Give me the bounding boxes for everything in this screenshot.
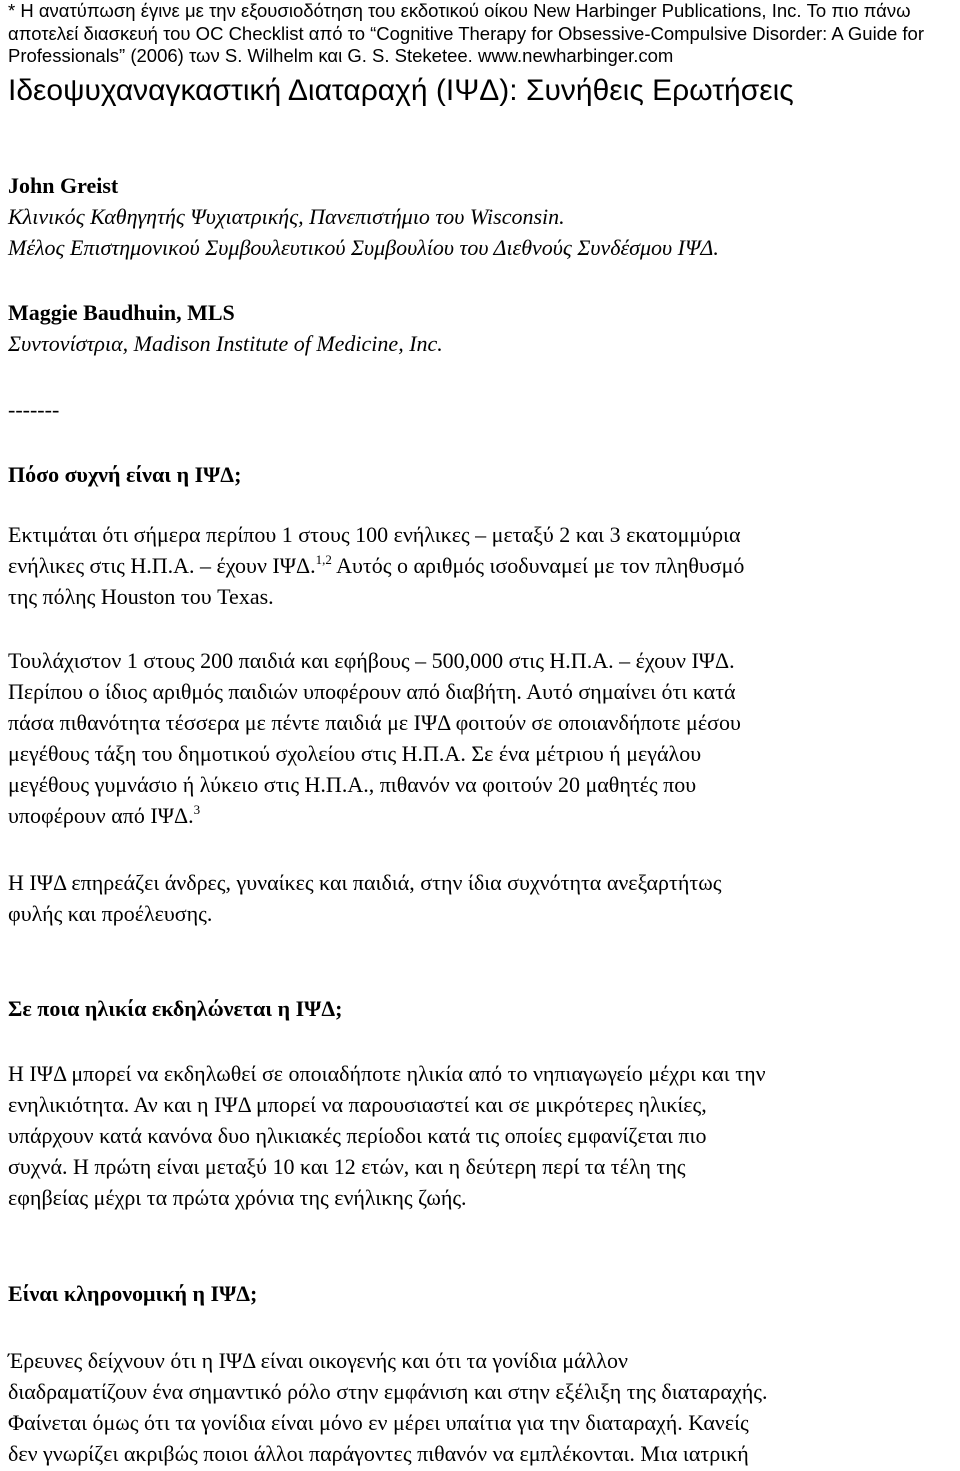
author-role: Κλινικός Καθηγητής Ψυχιατρικής, Πανεπιστήμιο του Wisconsin. (8, 204, 565, 229)
paragraph-line: συχνά. Η πρώτη είναι μεταξύ 10 και 12 ετών, και η δεύτερη περί τα τέλη της (8, 1154, 686, 1179)
paragraph-line: Έρευνες δείχνουν ότι η ΙΨΔ είναι οικογενής και ότι τα γονίδια μάλλον (8, 1348, 628, 1373)
author-john-greist (8, 170, 958, 263)
paragraph-line: διαδραματίζουν ένα σημαντικό ρόλο στην εμφάνιση και στην εξέλιξη της διαταραχής. (8, 1379, 768, 1404)
author-name: Maggie Baudhuin, MLS (8, 300, 235, 325)
paragraph-line: εφηβείας μέχρι τα πρώτα χρόνια της ενήλικης ζωής. (8, 1185, 467, 1210)
author-maggie-baudhuin (8, 297, 958, 359)
text-run: υποφέρουν από ΙΨΔ. (8, 803, 194, 828)
paragraph-prevalence-adults (8, 519, 958, 612)
paragraph-line: δεν γνωρίζει ακριβώς ποιοι άλλοι παράγοντες πιθανόν να εμπλέκονται. Μια ιατρική (8, 1441, 749, 1466)
paragraph-line: μεγέθους τάξη του δημοτικού σχολείου στις Η.Π.Α. Σε ένα μέτριου ή μεγάλου (8, 741, 702, 766)
author-role: Συντονίστρια, Madison Institute of Medicine, Inc. (8, 331, 443, 356)
paragraph-line (8, 550, 958, 581)
paragraph-line: φυλής και προέλευσης. (8, 901, 213, 926)
reprint-notice: * Η ανατύπωση έγινε με την εξουσιοδότηση του εκδοτικού οίκου New Harbinger Publications, Inc. Το πιο πάνω αποτελεί διασκευή του OC Checklist από το “Cognitive Therapy for Obsessive-Compulsive Disorder: A Guide for Professionals” (2006) των S. Wilhelm και G. S. Steketee. www.newharbinger.com (8, 0, 924, 66)
paragraph-line: μεγέθους γυμνάσιο ή λύκειο στις Η.Π.Α., πιθανόν να φοιτούν 20 μαθητές που (8, 772, 697, 797)
separator: ------- (8, 397, 60, 422)
footnote-ref: 3 (193, 802, 201, 817)
text-run: ενήλικες στις Η.Π.Α. – έχουν ΙΨΔ. (8, 553, 316, 578)
footnote-ref: 1,2 (315, 552, 332, 567)
paragraph-onset-age (8, 1058, 958, 1213)
section-heading-onset-age: Σε ποια ηλικία εκδηλώνεται η ΙΨΔ; (8, 996, 343, 1021)
paragraph-line: πάσα πιθανότητα τέσσερα με πέντε παιδιά με ΙΨΔ φοιτούν σε οποιανδήποτε μέσου (8, 710, 741, 735)
paragraph-line: υπάρχουν κατά κανόνα δυο ηλικιακές περίοδοι κατά τις οποίες εμφανίζεται πιο (8, 1123, 707, 1148)
section-heading-heredity: Είναι κληρονομική η ΙΨΔ; (8, 1281, 258, 1306)
paragraph-line: Τουλάχιστον 1 στους 200 παιδιά και εφήβους – 500,000 στις Η.Π.Α. – έχουν ΙΨΔ. (8, 648, 735, 673)
paragraph-heredity (8, 1345, 958, 1469)
paragraph-line: Φαίνεται όμως ότι τα γονίδια είναι μόνο εν μέρει υπαίτια για την διαταραχή. Κανείς (8, 1410, 749, 1435)
author-name: John Greist (8, 173, 119, 198)
paragraph-line: Εκτιμάται ότι σήμερα περίπου 1 στους 100 ενήλικες – μεταξύ 2 και 3 εκατομμύρια (8, 522, 741, 547)
paragraph-line: ενηλικιότητα. Αν και η ΙΨΔ μπορεί να παρουσιαστεί και σε μικρότερες ηλικίες, (8, 1092, 707, 1117)
paragraph-line (8, 800, 958, 831)
section-heading-prevalence: Πόσο συχνή είναι η ΙΨΔ; (8, 462, 242, 487)
paragraph-prevalence-children (8, 645, 958, 831)
paragraph-line: Η ΙΨΔ μπορεί να εκδηλωθεί σε οποιαδήποτε ηλικία από το νηπιαγωγείο μέχρι και την (8, 1061, 766, 1086)
text-run: Αυτός ο αριθμός ισοδυναμεί με τον πληθυσμό (331, 553, 745, 578)
paragraph-line: της πόλης Houston του Texas. (8, 584, 274, 609)
paragraph-line: Η ΙΨΔ επηρεάζει άνδρες, γυναίκες και παιδιά, στην ίδια συχνότητα ανεξαρτήτως (8, 870, 722, 895)
document-title: Ιδεοψυχαναγκαστική Διαταραχή (ΙΨΔ): Συνήθεις Ερωτήσεις (8, 74, 794, 107)
paragraph-prevalence-gender (8, 867, 958, 929)
paragraph-line: Περίπου ο ίδιος αριθμός παιδιών υποφέρουν από διαβήτη. Αυτό σημαίνει ότι κατά (8, 679, 736, 704)
author-role: Μέλος Επιστημονικού Συμβουλευτικού Συμβουλίου του Διεθνούς Συνδέσμου ΙΨΔ. (8, 235, 719, 260)
